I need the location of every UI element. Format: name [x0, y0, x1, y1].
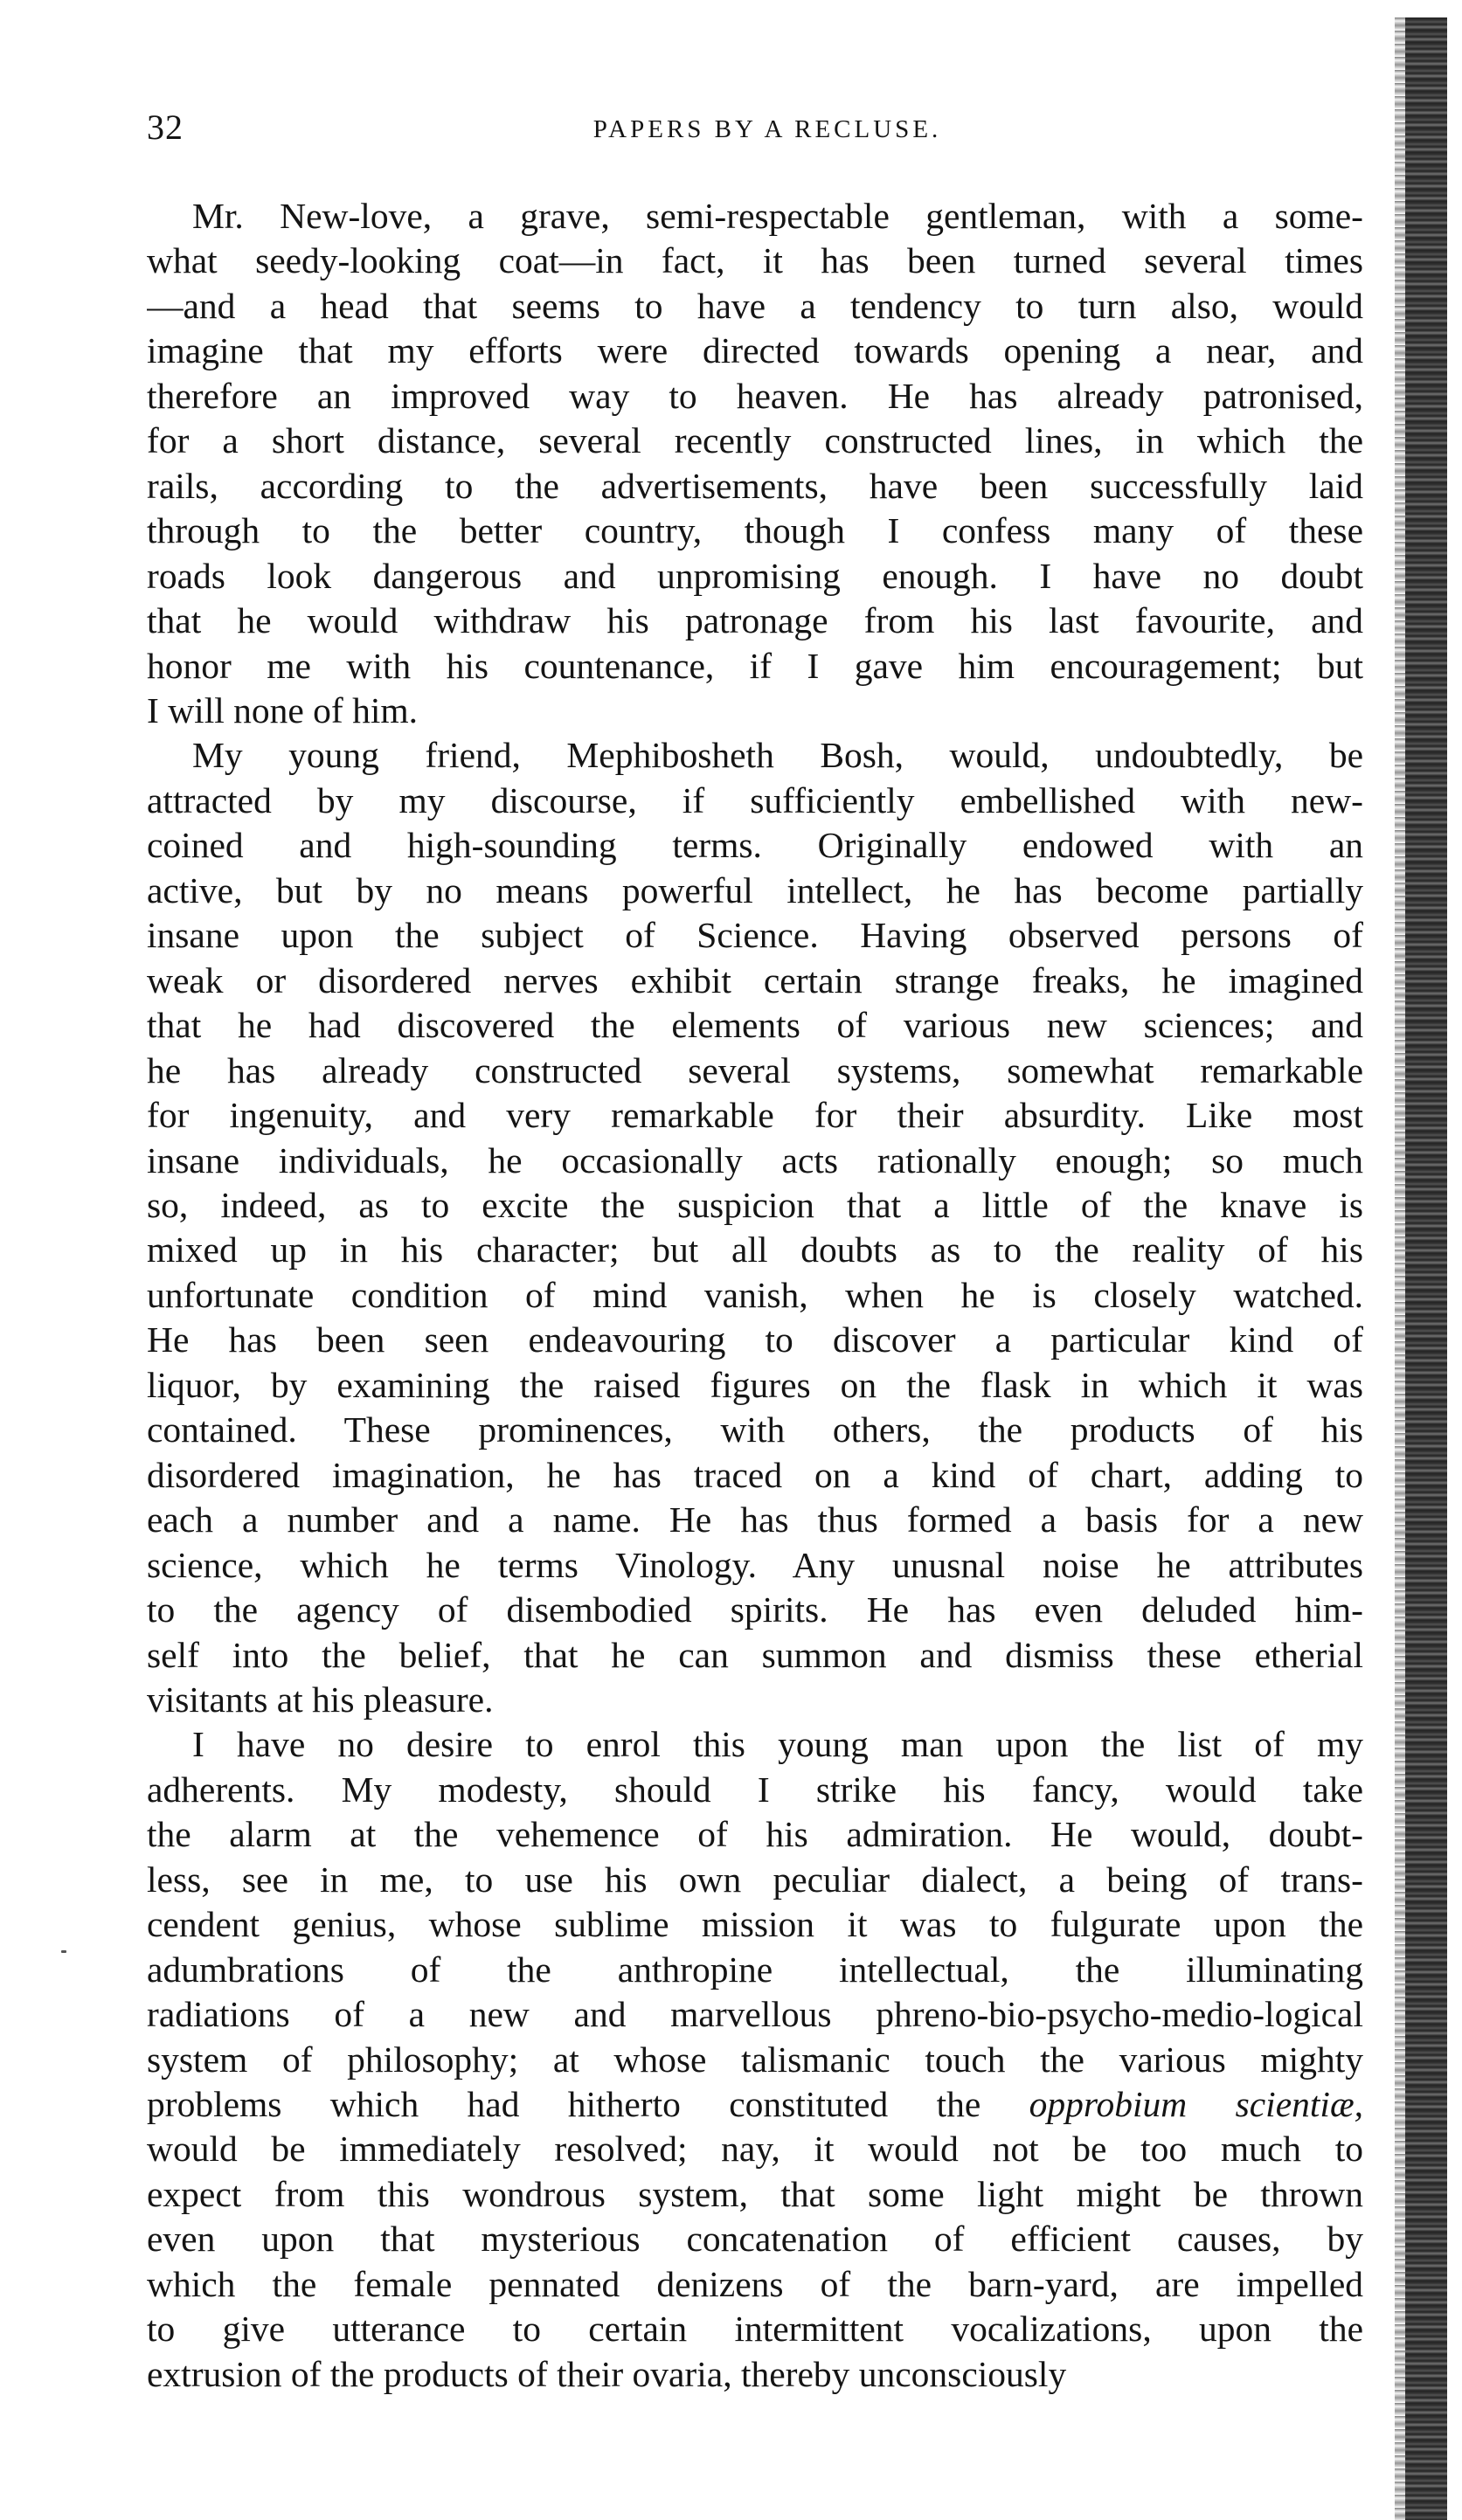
text-line: roads look dangerous and unpromising enough. I have no doubt: [147, 555, 1363, 596]
text-line: for a short distance, several recently constructed lines, in which the: [147, 420, 1363, 461]
ink-speck: [61, 1950, 66, 1953]
text-line: so, indeed, as to excite the suspicion that a little of the knave is: [147, 1184, 1363, 1225]
text-line: unfortunate condition of mind vanish, when he is closely watched.: [147, 1274, 1363, 1315]
text-line: weak or disordered nerves exhibit certain strange freaks, he imagined: [147, 959, 1363, 1000]
text-line: He has been seen endeavouring to discover a particular kind of: [147, 1319, 1363, 1360]
text-line: insane upon the subject of Science. Having observed persons of: [147, 915, 1363, 956]
text-line: even upon that mysterious concatenation of efficient causes, by: [147, 2219, 1363, 2260]
text-line: self into the belief, that he can summon and dismiss these etherial: [147, 1634, 1363, 1675]
text-line: cendent genius, whose sublime mission it was to fulgurate upon the: [147, 1904, 1363, 1945]
text-line: which the female pennated denizens of the barn-yard, are impelled: [147, 2263, 1363, 2304]
text-line: the alarm at the vehemence of his admiration. He would, doubt-: [147, 1814, 1363, 1855]
text-line: My young friend, Mephibosheth Bosh, would, undoubtedly, be: [192, 735, 1363, 776]
text-line: I will none of him.: [147, 689, 419, 730]
text-line: to give utterance to certain intermittent vocalizations, upon the: [147, 2309, 1363, 2350]
text-line: radiations of a new and marvellous phreno-bio-psycho-medio-logical: [147, 1994, 1363, 2035]
text-line: contained. These prominences, with others, the products of his: [147, 1409, 1363, 1450]
text-line: mixed up in his character; but all doubts as to the reality of his: [147, 1229, 1363, 1270]
text-line: he has already constructed several systems, somewhat remarkable: [147, 1049, 1363, 1090]
text-line: system of philosophy; at whose talismanic touch the various mighty: [147, 2039, 1363, 2080]
text-line: active, but by no means powerful intellect, he has become partially: [147, 869, 1363, 910]
italic-phrase: opprobium scientiæ,: [1029, 2084, 1363, 2125]
text-line: that he had discovered the elements of various new sciences; and: [147, 1005, 1363, 1046]
paragraph-3: [147, 1722, 1363, 2397]
text-line: —and a head that seems to have a tendency to turn also, would: [147, 285, 1363, 326]
text-line: for ingenuity, and very remarkable for their absurdity. Like most: [147, 1095, 1363, 1136]
text-line: problems which had hitherto constituted the opprobium scientiæ,: [147, 2084, 1363, 2125]
text-line: liquor, by examining the raised figures on the flask in which it was: [147, 1364, 1363, 1405]
text-line: science, which he terms Vinology. Any unusnal noise he attributes: [147, 1544, 1363, 1585]
text-line: to the agency of disembodied spirits. He has even deluded him-: [147, 1589, 1363, 1630]
text-line: would be immediately resolved; nay, it would not be too much to: [147, 2129, 1363, 2170]
text-line: honor me with his countenance, if I gave him encouragement; but: [147, 645, 1363, 686]
text-line: that he would withdraw his patronage from his last favourite, and: [147, 600, 1363, 641]
text-line: imagine that my efforts were directed towards opening a near, and: [147, 330, 1363, 371]
text-line: extrusion of the products of their ovaria, thereby unconsciously: [147, 2353, 1067, 2394]
text-line: adumbrations of the anthropine intellectual, the illuminating: [147, 1949, 1363, 1990]
text-line: rails, according to the advertisements, have been successfully laid: [147, 465, 1363, 506]
text-line: disordered imagination, he has traced on a kind of chart, adding to: [147, 1454, 1363, 1495]
text-line: through to the better country, though I confess many of these: [147, 510, 1363, 551]
text-line: expect from this wondrous system, that some light might be thrown: [147, 2173, 1363, 2214]
text-line: Mr. New-love, a grave, semi-respectable gentleman, with a some-: [192, 196, 1363, 236]
text-line: attracted by my discourse, if sufficiently embellished with new-: [147, 779, 1363, 820]
text-line: less, see in me, to use his own peculiar dialect, a being of trans-: [147, 1859, 1363, 1900]
text-line: adherents. My modesty, should I strike his fancy, would take: [147, 1769, 1363, 1810]
page-number: 32: [147, 107, 184, 147]
text-line: insane individuals, he occasionally acts rationally enough; so much: [147, 1139, 1363, 1180]
text-line: I have no desire to enrol this young man upon the list of my: [192, 1724, 1363, 1765]
body-text: [147, 194, 1363, 2397]
running-title: PAPERS BY A RECLUSE.: [592, 115, 942, 143]
text-line: coined and high-sounding terms. Originally endowed with an: [147, 825, 1363, 866]
text-line: visitants at his pleasure.: [147, 1679, 494, 1720]
page-edge-shadow: [1405, 17, 1447, 2520]
text-line: therefore an improved way to heaven. He has already patronised,: [147, 375, 1363, 416]
paragraph-1: [147, 194, 1363, 733]
paragraph-2: [147, 733, 1363, 1722]
text-line: what seedy-looking coat—in fact, it has been turned several times: [147, 240, 1363, 281]
running-head: [147, 103, 1353, 156]
text-line: each a number and a name. He has thus formed a basis for a new: [147, 1499, 1363, 1540]
